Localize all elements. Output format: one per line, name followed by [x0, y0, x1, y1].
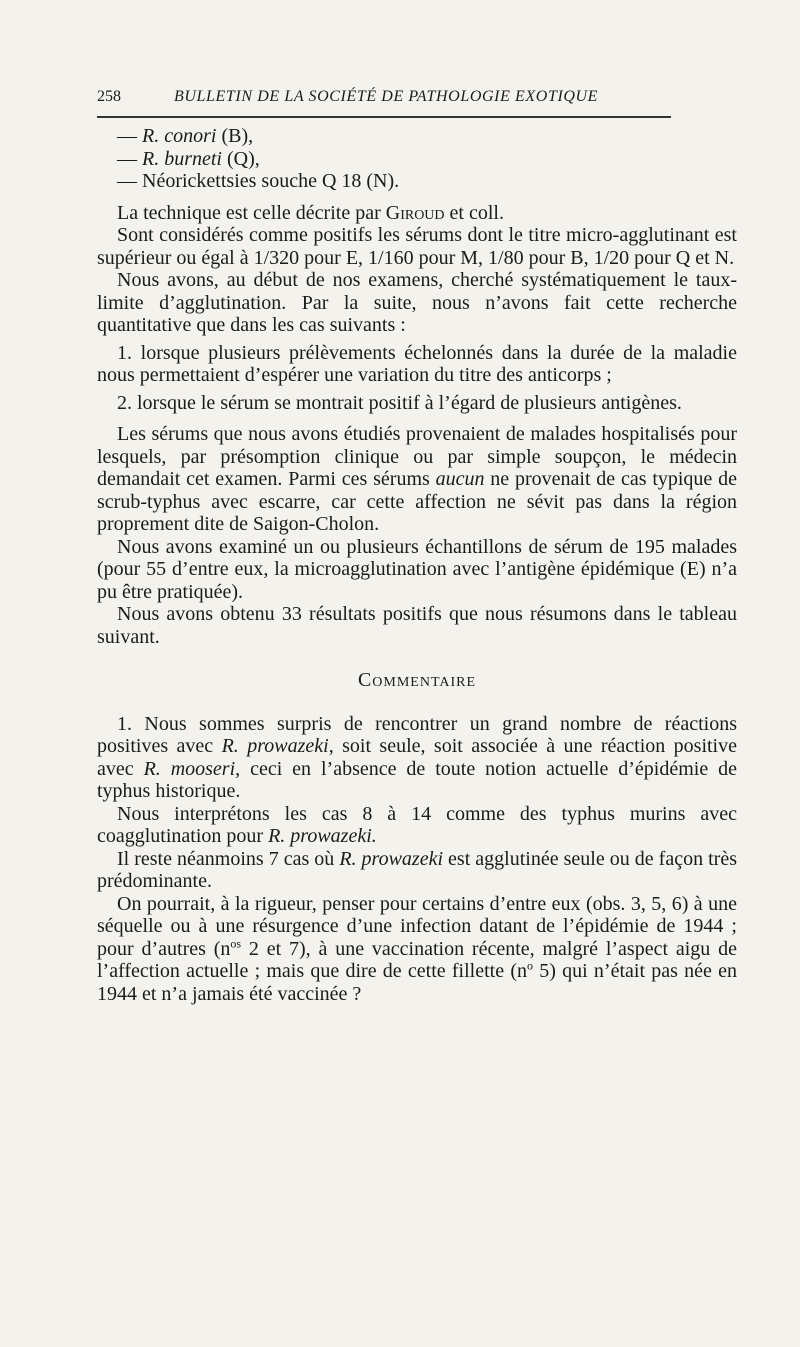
- paragraph-examens: Nous avons, au début de nos examens, cherché systématiquement le taux-limite d’agglutination. Par la suite, nous n’avons fait cette recherche quantitative que dans les cas suivants :: [97, 269, 737, 336]
- paragraph-positifs: Sont considérés comme positifs les sérums dont le titre micro-agglutinant est supérieur ou égal à 1/320 pour E, 1/160 pour M, 1/80 pour B, 1/20 pour Q et N.: [97, 224, 737, 269]
- paragraph-serums: Les sérums que nous avons étudiés provenaient de malades hospitalisés pour lesquels, par présomption clinique ou par simple soupçon, le médecin demandait cet examen. Parmi ces sérums aucun ne provenait de cas typique de scrub-typhus avec escarre, car cette affection ne sévit pas dans la région proprement dite de Saigon-Cholon.: [97, 423, 737, 535]
- section-heading: Commentaire: [357, 669, 477, 691]
- commentary-4: On pourrait, à la rigueur, penser pour certains d’entre eux (obs. 3, 5, 6) à une séquelle ou à une résurgence d’une infection datant de l’épidémie de 1944 ; pour d’autres ($n^{os}$ 2 et 7), à une vaccination récente, malgré l’aspect aigu de l’affection actuelle ; mais que dire de cette fillette ($n^o$ 5) qui n’était pas née en 1944 et n’a jamais été vaccinée ?: [97, 892, 738, 1005]
- author-name: Giroud: [385, 201, 445, 224]
- header-rule: [97, 116, 671, 118]
- paragraph-technique: La technique est celle décrite par Giroud et coll.: [117, 201, 504, 224]
- list-item: — R. burneti (Q),: [117, 147, 260, 170]
- list-item: — R. conori (B),: [117, 125, 254, 147]
- commentary-3: Il reste néanmoins 7 cas où R. prowazeki est agglutinée seule ou de façon très prédominante.: [97, 847, 737, 892]
- article-body: [97, 125, 737, 1005]
- paragraph-case-2: 2. lorsque le sérum se montrait positif à l’égard de plusieurs antigènes.: [117, 391, 682, 414]
- commentary-1: 1. Nous sommes surpris de rencontrer un grand nombre de réactions positives avec R. prowazeki, soit seule, soit associée à une réaction positive avec R. mooseri, ceci en l’absence de toute notion actuelle d’épidémie de typhus historique.: [97, 712, 737, 802]
- page-number: 258: [97, 88, 121, 105]
- paragraph-examine: Nous avons examiné un ou plusieurs échantillons de sérum de 195 malades (pour 55 d’entre eux, la microagglutination avec l’antigène épidémique (E) n’a pu être pratiquée).: [97, 535, 737, 603]
- running-title: BULLETIN DE LA SOCIÉTÉ DE PATHOLOGIE EXOTIQUE: [174, 88, 599, 105]
- list-item: — Néorickettsies souche Q 18 (N).: [117, 170, 400, 192]
- paragraph-obtenu: Nous avons obtenu 33 résultats positifs que nous résumons dans le tableau suivant.: [97, 603, 737, 648]
- paragraph-case-1: 1. lorsque plusieurs prélèvements échelonnés dans la durée de la maladie nous permettaient d’espérer une variation du titre des anticorps ;: [97, 341, 737, 386]
- page-header: [97, 88, 667, 112]
- commentary-2: Nous interprétons les cas 8 à 14 comme des typhus murins avec coagglutination pour R. prowazeki.: [97, 802, 737, 847]
